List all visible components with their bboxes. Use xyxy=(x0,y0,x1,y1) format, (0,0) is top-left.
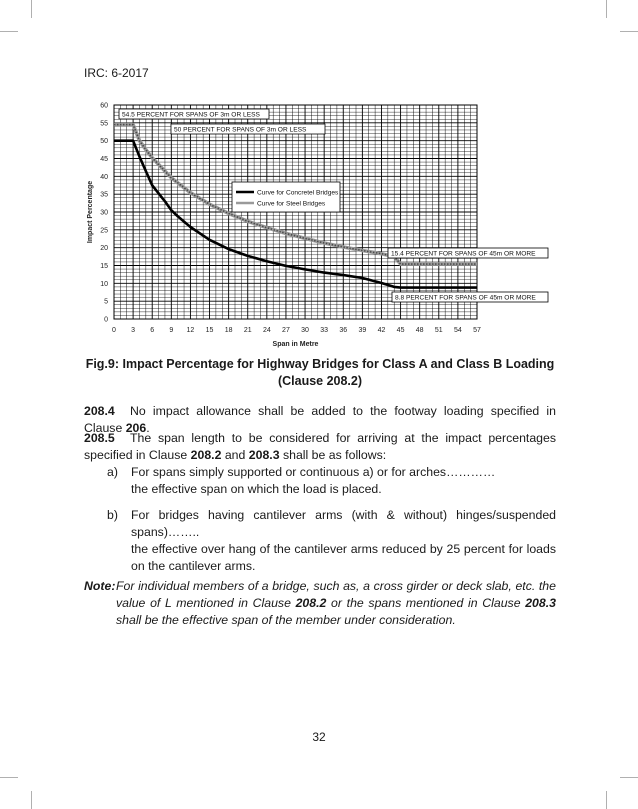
clause-number: 208.5 xyxy=(84,431,115,445)
y-tick-label: 55 xyxy=(100,120,108,128)
y-tick-label: 40 xyxy=(100,173,108,181)
x-tick-label: 51 xyxy=(434,327,443,334)
x-tick-label: 30 xyxy=(301,327,309,334)
clause-ref: 208.2 xyxy=(190,448,222,462)
annotation-label: 50 PERCENT FOR SPANS OF 3m OR LESS xyxy=(174,126,307,134)
note-text: shall be the effective span of the member under consideration. xyxy=(116,613,456,627)
x-tick-label: 24 xyxy=(262,327,271,334)
item-text: the effective over hang of the cantilever arms reduced by 25 percent for loads on the cantilever arms. xyxy=(131,542,556,573)
y-tick-label: 15 xyxy=(100,263,108,270)
paragraph-text: . xyxy=(146,421,150,435)
page-number: 32 xyxy=(312,730,326,744)
caption-line-1: Fig.9: Impact Percentage for Highway Bridges for Class A and Class B Loading xyxy=(85,357,555,371)
paragraph-208-5 xyxy=(84,430,556,464)
chart-legend xyxy=(232,182,340,212)
x-tick-label: 6 xyxy=(150,327,155,334)
x-tick-label: 9 xyxy=(169,327,174,334)
y-axis-label: Impact Percentage xyxy=(87,180,94,244)
item-label: a) xyxy=(107,465,118,479)
list-item-b xyxy=(107,507,556,575)
note-text: For individual members of a bridge, such as, a cross girder or deck slab, etc. the value of L mentioned in Clause xyxy=(116,579,556,610)
legend-box xyxy=(232,182,340,212)
y-tick-label: 25 xyxy=(100,227,108,235)
x-tick-label: 42 xyxy=(377,327,386,334)
x-tick-label: 27 xyxy=(282,327,290,334)
impact-chart xyxy=(84,95,564,349)
crop-mark xyxy=(31,791,32,809)
item-text: For bridges having cantilever arms (with & without) hinges/suspended spans)…….. xyxy=(131,508,556,539)
y-tick-label: 45 xyxy=(100,156,108,163)
x-tick-label: 39 xyxy=(358,327,367,334)
x-tick-label: 45 xyxy=(396,327,405,334)
annotation-label: 54.5 PERCENT FOR SPANS OF 3m OR LESS xyxy=(122,111,260,119)
clause-ref: 208.3 xyxy=(525,596,556,610)
crop-mark xyxy=(606,791,607,809)
item-label: b) xyxy=(107,508,118,522)
x-tick-label: 57 xyxy=(473,327,481,334)
x-tick-label: 54 xyxy=(453,327,462,334)
annotation-label: 8.8 PERCENT FOR SPANS OF 45m OR MORE xyxy=(395,294,536,302)
legend-label-steel: Curve for Steel Bridges xyxy=(257,200,326,208)
item-text: the effective span on which the load is placed. xyxy=(131,482,382,496)
x-tick-label: 36 xyxy=(339,327,348,334)
y-tick-label: 60 xyxy=(100,102,108,110)
y-tick-label: 10 xyxy=(100,280,108,288)
x-tick-label: 33 xyxy=(320,327,329,334)
clause-ref: 206 xyxy=(125,421,147,435)
list-item-a xyxy=(107,464,556,498)
x-tick-label: 12 xyxy=(186,327,195,334)
x-tick-label: 15 xyxy=(205,327,214,334)
figure-caption xyxy=(70,356,570,390)
y-tick-label: 35 xyxy=(100,191,108,199)
crop-mark xyxy=(31,0,32,18)
crop-mark xyxy=(620,777,638,778)
y-tick-label: 30 xyxy=(100,209,108,217)
y-tick-label: 20 xyxy=(100,245,108,253)
x-tick-label: 0 xyxy=(112,327,116,334)
x-axis-label: Span in Metre xyxy=(272,341,319,348)
y-tick-label: 5 xyxy=(104,298,108,306)
x-tick-label: 21 xyxy=(243,327,252,334)
y-tick-label: 50 xyxy=(100,138,108,146)
item-text: For spans simply supported or continuous a) or for arches………… xyxy=(131,465,496,479)
clause-number: 208.4 xyxy=(84,404,115,418)
paragraph-text: and xyxy=(221,448,249,462)
x-tick-label: 18 xyxy=(224,327,233,334)
caption-line-2: (Clause 208.2) xyxy=(277,374,363,388)
crop-mark xyxy=(0,777,18,778)
note xyxy=(84,578,556,629)
clause-ref: 208.2 xyxy=(295,596,327,610)
x-tick-label: 48 xyxy=(415,327,424,334)
note-text: or the spans mentioned in Clause xyxy=(326,596,526,610)
paragraph-text: The span length to be considered for arriving at the impact percentages specified in Clause xyxy=(84,431,556,462)
x-tick-label: 3 xyxy=(131,327,136,334)
paragraph-text: No impact allowance shall be added to the footway loading specified in Clause xyxy=(84,404,556,435)
paragraph-text: shall be as follows: xyxy=(279,448,387,462)
legend-label-concrete: Curve for Concretel Bridges xyxy=(257,189,339,197)
y-tick-label: 0 xyxy=(104,316,108,324)
crop-mark xyxy=(0,31,18,32)
crop-mark xyxy=(606,0,607,18)
crop-mark xyxy=(620,31,638,32)
running-header: IRC: 6-2017 xyxy=(84,66,149,80)
note-label: Note: xyxy=(84,579,116,593)
clause-ref: 208.3 xyxy=(248,448,280,462)
annotation-label: 15.4 PERCENT FOR SPANS OF 45m OR MORE xyxy=(391,250,536,258)
